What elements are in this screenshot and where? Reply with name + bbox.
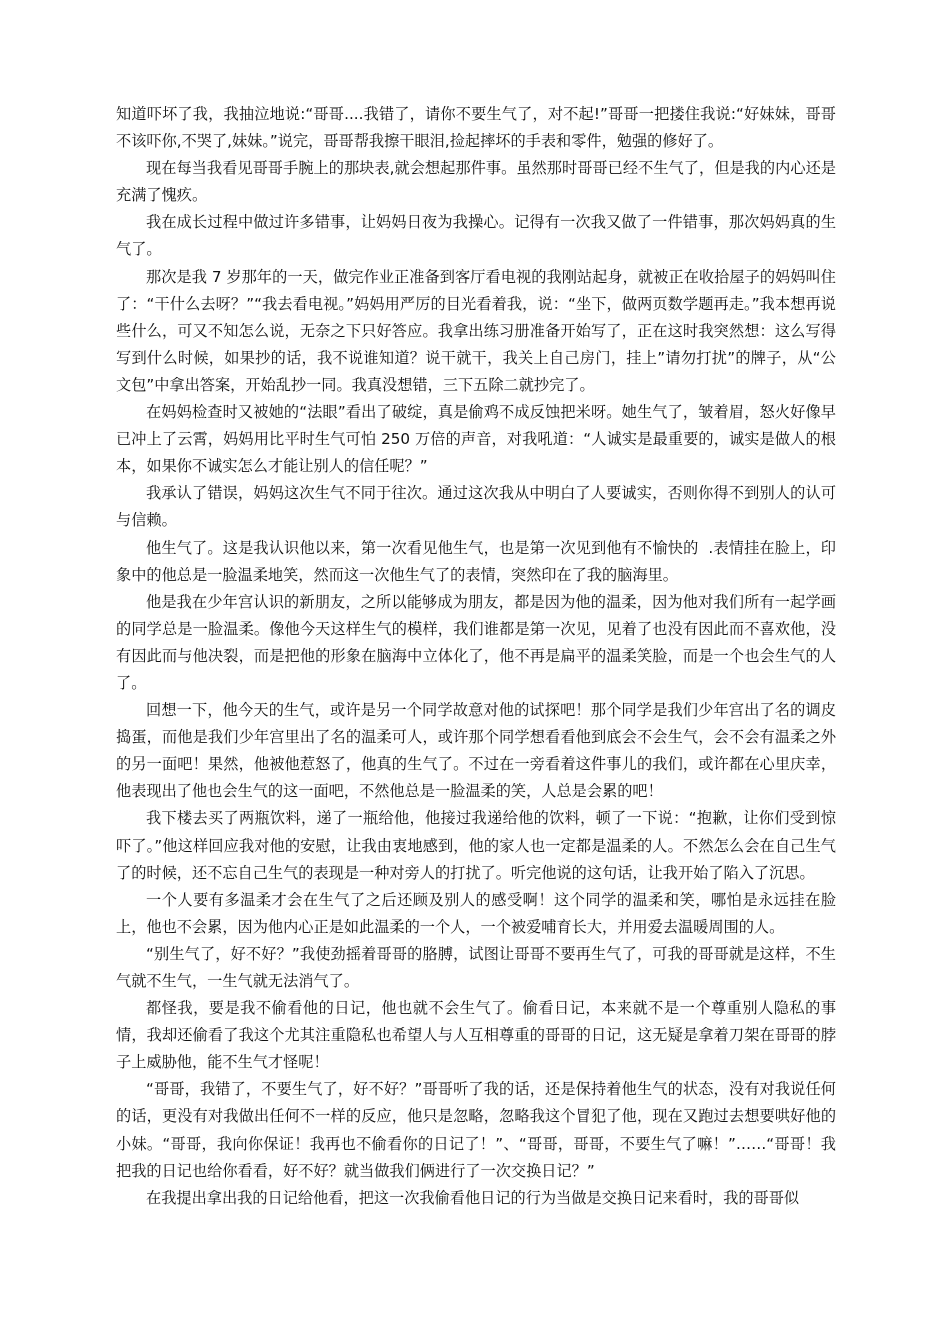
paragraph-9: 回想一下，他今天的生气，或许是另一个同学故意对他的试探吧！那个同学是我们少年宫出了名的调皮捣蛋，而他是我们少年宫里出了名的温柔可人，或许那个同学想看看他到底会不会生气，会不会有温柔之外的另一面吧！果然，他被他惹怒了，他真的生气了。不过在一旁看着这件事儿的我们，或许都在心里庆幸，他表现出了他也会生气的这一面吧，不然他总是一脸温柔的笑，人总是会累的吧！ xyxy=(116,701,836,801)
paragraph-2: 现在每当我看见哥哥手腕上的那块表,就会想起那件事。虽然那时哥哥已经不生气了，但是我的内心还是充满了愧疚。 xyxy=(116,159,836,205)
paragraph-3: 我在成长过程中做过许多错事，让妈妈日夜为我操心。记得有一次我又做了一件错事，那次妈妈真的生气了。 xyxy=(116,213,836,259)
paragraph-4: 那次是我 7 岁那年的一天，做完作业正准备到客厅看电视的我刚站起身，就被正在收拾屋子的妈妈叫住了：“干什么去呀？”“我去看电视。”妈妈用严厉的目光看着我，说：“坐下，做两页数学题再走。”我本想再说些什么，可又不知怎么说，无奈之下只好答应。我拿出练习册准备开始写了，正在这时我突然想：这么写得写到什么时候，如果抄的话，我不说谁知道？说干就干，我关上自己房门，挂上”请勿打扰”的牌子，从“公文包”中拿出答案，开始乱抄一同。我真没想错，三下五除二就抄完了。 xyxy=(116,267,836,394)
document-page xyxy=(116,101,836,1212)
paragraph-1: 知道吓坏了我，我抽泣地说:“哥哥....我错了，请你不要生气了，对不起!”哥哥一把搂住我说:“好妹妹，哥哥不该吓你,不哭了,妹妹。”说完，哥哥帮我擦干眼泪,捡起摔坏的手表和零件，勉强的修好了。 xyxy=(116,105,836,151)
paragraph-6: 我承认了错误，妈妈这次生气不同于往次。通过这次我从中明白了人要诚实，否则你得不到别人的认可与信赖。 xyxy=(116,484,836,530)
paragraph-12: “别生气了，好不好？”我使劲摇着哥哥的胳膊，试图让哥哥不要再生气了，可我的哥哥就是这样，不生气就不生气，一生气就无法消气了。 xyxy=(116,944,836,990)
paragraph-10: 我下楼去买了两瓶饮料，递了一瓶给他，他接过我递给他的饮料，顿了一下说：“抱歉，让你们受到惊吓了。”他这样回应我对他的安慰，让我由衷地感到，他的家人也一定都是温柔的人。不然怎么会在自己生气了的时候，还不忘自己生气的表现是一种对旁人的打扰了。听完他说的这句话，让我开始了陷入了沉思。 xyxy=(116,809,836,882)
paragraph-7: 他生气了。这是我认识他以来，第一次看见他生气，也是第一次见到他有不愉快的 .表情挂在脸上，印象中的他总是一脸温柔地笑，然而这一次他生气了的表情，突然印在了我的脑海里。 xyxy=(116,538,836,584)
paragraph-14: “哥哥，我错了，不要生气了，好不好？”哥哥听了我的话，还是保持着他生气的状态，没有对我说任何的话，更没有对我做出任何不一样的反应，他只是忽略，忽略我这个冒犯了他，现在又跑过去想要哄好他的小妹。“哥哥，我向你保证！我再也不偷看你的日记了！”、“哥哥，哥哥，不要生气了嘛！”……“哥哥！我把我的日记也给你看看，好不好？就当做我们俩进行了一次交换日记？” xyxy=(116,1080,836,1180)
paragraph-11: 一个人要有多温柔才会在生气了之后还顾及别人的感受啊！这个同学的温柔和笑，哪怕是永远挂在脸上，他也不会累，因为他内心正是如此温柔的一个人，一个被爱哺育长大，并用爱去温暖周围的人。 xyxy=(116,890,836,936)
paragraph-15: 在我提出拿出我的日记给他看，把这一次我偷看他日记的行为当做是交换日记来看时，我的哥哥似 xyxy=(146,1188,800,1207)
paragraph-5: 在妈妈检查时又被她的“法眼”看出了破绽，真是偷鸡不成反蚀把米呀。她生气了，皱着眉，怒火好像早已冲上了云霄，妈妈用比平时生气可怕 250 万倍的声音，对我吼道：“人诚实是最重要的，诚实是做人的根本，如果你不诚实怎么才能让别人的信任呢？” xyxy=(116,403,836,476)
paragraph-13: 都怪我，要是我不偷看他的日记，他也就不会生气了。偷看日记，本来就不是一个尊重别人隐私的事情，我却还偷看了我这个尤其注重隐私也希望人与人互相尊重的哥哥的日记，这无疑是拿着刀架在哥哥的脖子上威胁他，能不生气才怪呢！ xyxy=(116,999,836,1072)
paragraph-8: 他是我在少年宫认识的新朋友，之所以能够成为朋友，都是因为他的温柔，因为他对我们所有一起学画的同学总是一脸温柔。像他今天这样生气的模样，我们谁都是第一次见，见着了也没有因此而不喜欢他，没有因此而与他决裂，而是把他的形象在脑海中立体化了，他不再是扁平的温柔笑脸，而是一个也会生气的人了。 xyxy=(116,592,836,692)
